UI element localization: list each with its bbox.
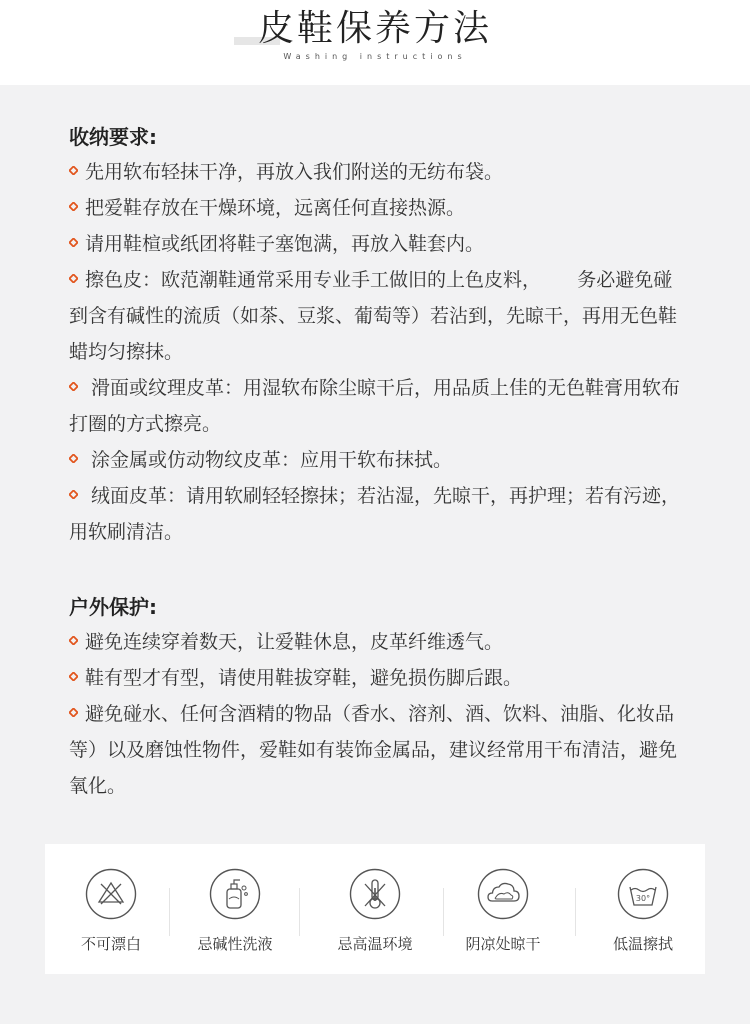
list-item-text: 滑面或纹理皮革：用湿软布除尘晾干后，用品质上佳的无色鞋膏用软布打圈的方式擦亮。 xyxy=(69,377,681,435)
divider xyxy=(299,888,300,936)
list-item-text: 避免碰水、任何含酒精的物品（香水、溶剂、酒、饮料、油脂、化妆品等）以及磨蚀性物件，爱鞋如有装饰金属品，建议经常用干布清洁，避免氧化。 xyxy=(69,703,678,797)
care-label: 低温擦拭 xyxy=(612,935,673,953)
outdoor-heading: 户外保护: xyxy=(69,595,157,619)
list-item-text: 把爱鞋存放在干燥环境，远离任何直接热源。 xyxy=(85,197,466,219)
care-label: 忌高温环境 xyxy=(337,935,413,953)
care-label: 忌碱性洗液 xyxy=(197,935,273,953)
diamond-bullet-icon xyxy=(69,166,78,175)
care-item-no-bleach xyxy=(45,844,177,974)
diamond-bullet-icon xyxy=(69,202,78,211)
diamond-bullet-icon xyxy=(69,382,78,391)
list-item-text: 擦色皮：欧范潮鞋通常采用专业手工做旧的上色皮料， 务必避免碰到含有碱性的流质（如茶、豆浆、葡萄等）若沾到，先晾干，再用无色鞋蜡均匀擦抹。 xyxy=(69,269,678,363)
temperature-text: 30° xyxy=(635,894,651,903)
list-item xyxy=(69,226,689,262)
list-item xyxy=(69,262,689,370)
list-item xyxy=(69,660,689,696)
list-item-text: 涂金属或仿动物纹皮革：应用干软布抹拭。 xyxy=(85,449,453,471)
care-symbols-panel xyxy=(45,844,705,974)
diamond-bullet-icon xyxy=(69,708,78,717)
list-item-text: 避免连续穿着数天，让爱鞋休息，皮革纤维透气。 xyxy=(85,631,504,653)
care-item-no-high-temperature xyxy=(309,844,441,974)
page-header xyxy=(0,0,750,85)
list-item xyxy=(69,190,689,226)
storage-section xyxy=(69,123,689,550)
page-subtitle: Washing instructions xyxy=(283,52,467,61)
care-item-shade-dry xyxy=(437,844,569,974)
care-item-low-temperature xyxy=(577,844,709,974)
list-item xyxy=(69,478,689,550)
list-item xyxy=(69,154,689,190)
list-item xyxy=(69,442,689,478)
diamond-bullet-icon xyxy=(69,672,78,681)
care-label: 不可漂白 xyxy=(80,935,141,953)
page-title: 皮鞋保养方法 xyxy=(257,8,492,49)
diamond-bullet-icon xyxy=(69,274,78,283)
diamond-bullet-icon xyxy=(69,238,78,247)
outdoor-section xyxy=(69,593,689,804)
shade-dry-icon xyxy=(477,868,529,920)
list-item xyxy=(69,370,689,442)
list-item-text: 请用鞋楦或纸团将鞋子塞饱满，再放入鞋套内。 xyxy=(85,233,485,255)
care-label: 阴凉处晾干 xyxy=(465,935,541,953)
diamond-bullet-icon xyxy=(69,490,78,499)
list-item-text: 绒面皮革：请用软刷轻轻擦抹；若沾湿，先晾干，再护理；若有污迹，用软刷清洁。 xyxy=(69,485,681,543)
no-alkaline-detergent-icon xyxy=(209,868,261,920)
list-item xyxy=(69,624,689,660)
list-item xyxy=(69,696,689,804)
list-item-text: 先用软布轻抹干净，再放入我们附送的无纺布袋。 xyxy=(85,161,504,183)
divider xyxy=(575,888,576,936)
no-high-temperature-icon xyxy=(349,868,401,920)
storage-heading: 收纳要求: xyxy=(69,125,157,149)
list-item-text: 鞋有型才有型，请使用鞋拔穿鞋，避免损伤脚后跟。 xyxy=(85,667,523,689)
low-temperature-wipe-icon xyxy=(617,868,669,920)
diamond-bullet-icon xyxy=(69,636,78,645)
care-item-no-alkaline xyxy=(169,844,301,974)
diamond-bullet-icon xyxy=(69,454,78,463)
no-bleach-icon xyxy=(85,868,137,920)
